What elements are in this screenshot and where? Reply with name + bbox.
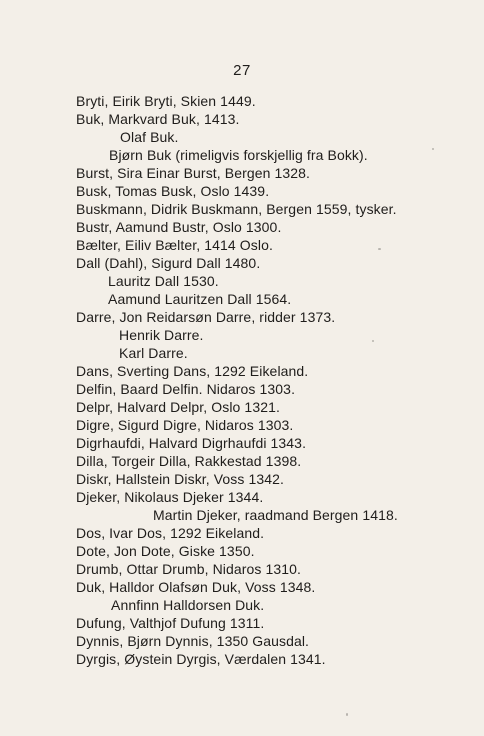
paper-speck <box>432 148 434 150</box>
entry-line: Dynnis, Bjørn Dynnis, 1350 Gausdal. <box>76 633 310 649</box>
entry-line: Buskmann, Didrik Buskmann, Bergen 1559, tysker. <box>76 201 397 217</box>
entry-line: Bjørn Buk (rimeligvis forskjellig fra Bokk). <box>109 147 368 163</box>
page-number: 27 <box>233 62 251 79</box>
entry-line: Dufung, Valthjof Dufung 1311. <box>76 615 265 631</box>
entry-line: Bryti, Eirik Bryti, Skien 1449. <box>76 93 256 109</box>
entry-line: Dote, Jon Dote, Giske 1350. <box>76 543 255 559</box>
entry-line: Delpr, Halvard Delpr, Oslo 1321. <box>76 399 280 415</box>
paper-speck <box>372 340 374 342</box>
entry-line: Digrhaufdi, Halvard Digrhaufdi 1343. <box>76 435 307 451</box>
entry-line: Dans, Sverting Dans, 1292 Eikeland. <box>76 363 309 379</box>
entry-line: Digre, Sigurd Digre, Nidaros 1303. <box>76 417 294 433</box>
entry-line: Burst, Sira Einar Burst, Bergen 1328. <box>76 165 311 181</box>
entry-line: Karl Darre. <box>119 345 188 361</box>
entry-line: Dos, Ivar Dos, 1292 Eikeland. <box>76 525 265 541</box>
entry-line: Bælter, Eiliv Bælter, 1414 Oslo. <box>76 237 273 253</box>
paper-speck <box>346 713 348 716</box>
entry-line: Olaf Buk. <box>120 129 179 145</box>
entry-line: Busk, Tomas Busk, Oslo 1439. <box>76 183 270 199</box>
entry-line: Djeker, Nikolaus Djeker 1344. <box>76 489 264 505</box>
entry-line: Dyrgis, Øystein Dyrgis, Værdalen 1341. <box>76 651 326 667</box>
entry-line: Lauritz Dall 1530. <box>108 273 219 289</box>
entry-line: Annfinn Halldorsen Duk. <box>111 597 265 613</box>
entry-line: Duk, Halldor Olafsøn Duk, Voss 1348. <box>76 579 316 595</box>
entry-line: Aamund Lauritzen Dall 1564. <box>108 291 292 307</box>
paper-speck <box>378 248 381 250</box>
entry-line: Delfin, Baard Delfin. Nidaros 1303. <box>76 381 296 397</box>
entry-line: Martin Djeker, raadmand Bergen 1418. <box>153 507 398 523</box>
entry-line: Darre, Jon Reidarsøn Darre, ridder 1373. <box>76 309 336 325</box>
entry-line: Buk, Markvard Buk, 1413. <box>76 111 240 127</box>
entry-line: Diskr, Hallstein Diskr, Voss 1342. <box>76 471 285 487</box>
entry-line: Dilla, Torgeir Dilla, Rakkestad 1398. <box>76 453 302 469</box>
entry-line: Dall (Dahl), Sigurd Dall 1480. <box>76 255 261 271</box>
entry-line: Henrik Darre. <box>119 327 204 343</box>
entry-line: Drumb, Ottar Drumb, Nidaros 1310. <box>76 561 302 577</box>
entry-line: Bustr, Aamund Bustr, Oslo 1300. <box>76 219 282 235</box>
